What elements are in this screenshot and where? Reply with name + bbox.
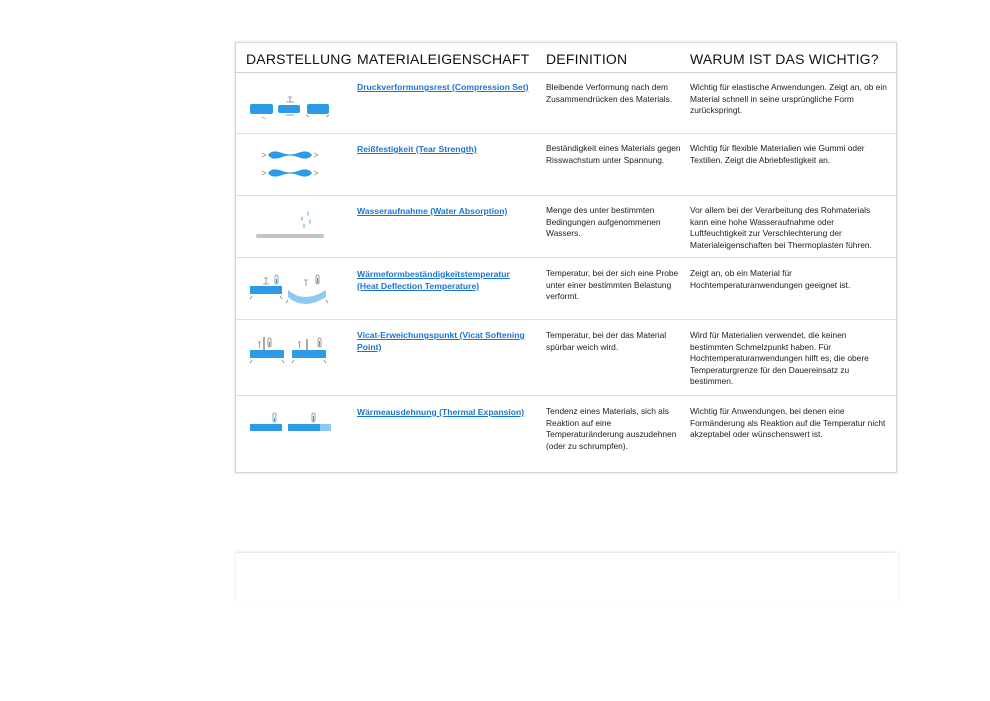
importance-text: Wird für Materialien verwendet, die keinen bestimmten Schmelzpunkt haben. Für Hochtemperaturanwendungen hilft es, die obere Temperaturgrenze für den Dauereinsatz zu bestimmen. [690,330,869,387]
definition-text: Menge des unter bestimmten Bedingungen aufgenommenen Wassers. [546,205,661,239]
property-link[interactable]: Vicat-Erweichungspunkt (Vicat Softening Point) [357,330,525,352]
material-properties-table [235,42,897,473]
property-link[interactable]: Wärmeformbeständigkeitstemperatur (Heat Deflection Temperature) [357,269,510,291]
importance-text: Wichtig für Anwendungen, bei denen eine Formänderung als Reaktion auf die Temperatur nicht akzeptabel oder wünschenswert ist. [690,406,886,440]
definition-text: Bleibende Verformung nach dem Zusammendrücken des Materials. [546,82,673,104]
property-link[interactable]: Wärmeausdehnung (Thermal Expansion) [357,407,525,417]
vicat-softening-icon [244,336,344,368]
property-link[interactable]: Wasseraufnahme (Water Absorption) [357,206,508,216]
table-row [236,196,896,258]
header-materialeigenschaft: MATERIALEIGENSCHAFT [357,51,530,67]
table-row [236,134,896,196]
property-link[interactable]: Druckverformungsrest (Compression Set) [357,82,529,92]
importance-text: Wichtig für elastische Anwendungen. Zeigt an, ob ein Material schnell in seine ursprüngliche Form zurückspringt. [690,82,887,116]
tear-strength-icon [244,147,344,181]
header-darstellung: DARSTELLUNG [246,51,352,67]
table-header [236,43,896,73]
header-warum: WARUM IST DAS WICHTIG? [690,51,879,67]
table-row [236,73,896,134]
definition-text: Beständigkeit eines Materials gegen Risswachstum unter Spannung. [546,143,681,165]
water-absorption-icon [244,208,344,242]
heat-deflection-icon [244,272,344,308]
thermal-expansion-icon [244,412,344,436]
importance-text: Vor allem bei der Verarbeitung des Rohmaterials kann eine hohe Wasseraufnahme oder Luftfeuchtigkeit zur Verschlechterung der Materialeigenschaften bei Thermoplasten führen. [690,205,872,250]
definition-text: Tendenz eines Materials, sich als Reaktion auf eine Temperaturänderung auszudehnen (oder zu schrumpfen). [546,406,677,451]
compression-set-icon [244,95,344,123]
table-row [236,396,896,472]
importance-text: Wichtig für flexible Materialien wie Gummi oder Textilien. Zeigt die Abriebfestigkeit an. [690,143,865,165]
table-row [236,320,896,396]
table-row [236,258,896,320]
property-link[interactable]: Reißfestigkeit (Tear Strength) [357,144,477,154]
definition-text: Temperatur, bei der das Material spürbar weich wird. [546,330,667,352]
header-definition: DEFINITION [546,51,628,67]
importance-text: Zeigt an, ob ein Material für Hochtemperaturanwendungen geeignet ist. [690,268,851,290]
next-page-card [236,553,898,603]
definition-text: Temperatur, bei der sich eine Probe unter einer bestimmten Belastung verformt. [546,268,679,302]
